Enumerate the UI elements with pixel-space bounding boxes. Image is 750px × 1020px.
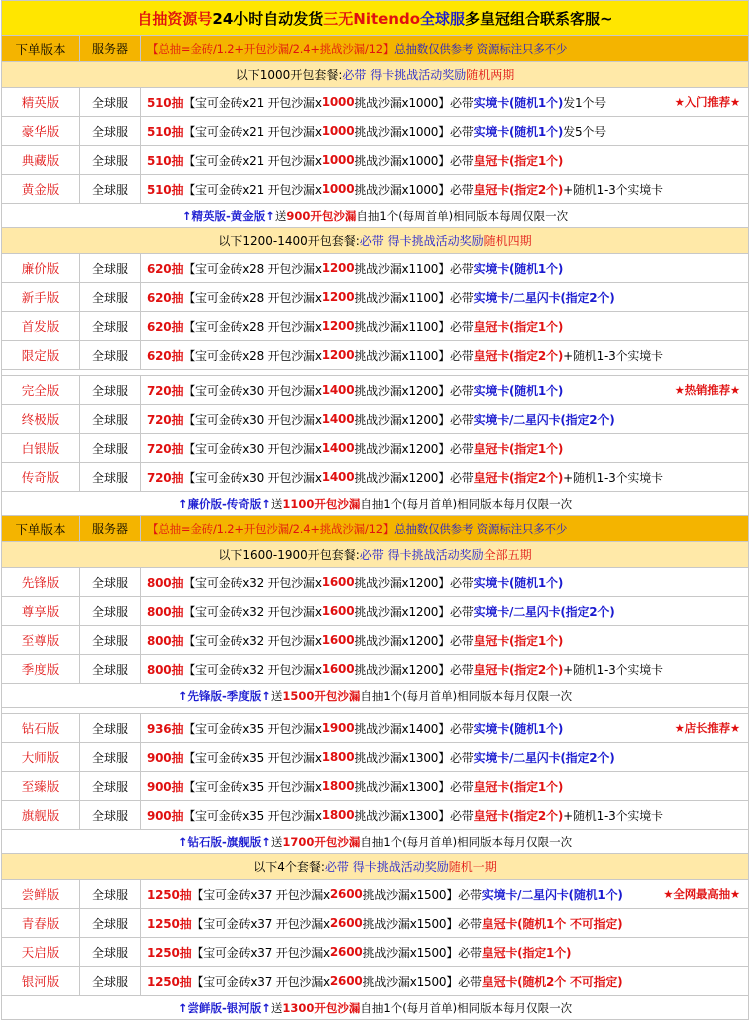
detail-card: 实境卡/二星闪卡(指定2个): [473, 604, 615, 619]
package-detail: [141, 434, 748, 462]
note-gift: 1100开包沙漏: [282, 496, 361, 511]
table-row: [1, 967, 749, 996]
detail-challenge: 挑战沙漏x1500】必带: [362, 945, 482, 960]
server-name: 全球服: [80, 568, 141, 596]
detail-card: 皇冠卡(指定2个): [473, 470, 564, 485]
pull-count: 1250抽: [147, 887, 192, 902]
note-range: ↑精英版-黄金版↑: [181, 208, 275, 223]
group-2-rows-b: [1, 376, 749, 492]
table-row: [1, 655, 749, 684]
detail-card: 皇冠卡(指定1个): [473, 319, 564, 334]
sub-label: 以下1600-1900开包套餐:: [218, 548, 360, 562]
detail-bricks: 【宝可金砖x35 开包沙漏x: [183, 808, 322, 823]
pull-count: 800抽: [147, 575, 184, 590]
server-name: 全球服: [80, 909, 141, 937]
version-name: 完全版: [2, 376, 80, 404]
detail-challenge: 挑战沙漏x1100】必带: [354, 348, 474, 363]
detail-card: 皇冠卡(指定2个): [473, 348, 564, 363]
note-send: 送: [270, 834, 283, 849]
pull-count: 620抽: [147, 319, 184, 334]
note-gift: 1500开包沙漏: [282, 688, 361, 703]
server-name: 全球服: [80, 597, 141, 625]
server-name: 全球服: [80, 714, 141, 742]
detail-hourglass: 1000: [321, 153, 355, 167]
detail-challenge: 挑战沙漏x1200】必带: [354, 441, 474, 456]
detail-extra: +随机1-3个实境卡: [563, 470, 663, 485]
table-row: [1, 880, 749, 909]
pull-count: 1250抽: [147, 945, 192, 960]
detail-card: 皇冠卡(指定1个): [481, 945, 572, 960]
detail-card: 实境卡/二星闪卡(指定2个): [473, 412, 615, 427]
detail-bricks: 【宝可金砖x21 开包沙漏x: [183, 182, 322, 197]
detail-challenge: 挑战沙漏x1200】必带: [354, 383, 474, 398]
detail-card: 皇冠卡(指定1个): [473, 441, 564, 456]
pull-count: 900抽: [147, 779, 184, 794]
detail-challenge: 挑战沙漏x1100】必带: [354, 319, 474, 334]
detail-challenge: 挑战沙漏x1300】必带: [354, 779, 474, 794]
note-send: 送: [274, 208, 287, 223]
detail-card: 皇冠卡(指定1个): [473, 153, 564, 168]
package-detail: [141, 597, 748, 625]
detail-extra: +随机1-3个实境卡: [563, 348, 663, 363]
detail-challenge: 挑战沙漏x1200】必带: [354, 662, 474, 677]
sub-label: 以下1200-1400开包套餐:: [218, 234, 360, 248]
version-name: 终极版: [2, 405, 80, 433]
table-header: [1, 36, 749, 62]
pull-count: 900抽: [147, 750, 184, 765]
version-name: 至臻版: [2, 772, 80, 800]
version-name: 豪华版: [2, 117, 80, 145]
package-detail: [141, 117, 748, 145]
detail-hourglass: 2600: [329, 916, 363, 930]
server-name: 全球服: [80, 405, 141, 433]
detail-card: 皇冠卡(指定1个): [473, 633, 564, 648]
detail-card: 实境卡/二星闪卡(指定2个): [473, 750, 615, 765]
version-name: 先锋版: [2, 568, 80, 596]
detail-extra: +随机1-3个实境卡: [563, 808, 663, 823]
detail-bricks: 【宝可金砖x30 开包沙漏x: [183, 383, 322, 398]
detail-extra: +随机1-3个实境卡: [563, 182, 663, 197]
price-sheet: [1, 0, 749, 1020]
group-1-subheader: [1, 62, 749, 88]
note-gift: 1700开包沙漏: [282, 834, 361, 849]
pull-count: 510抽: [147, 182, 184, 197]
note-rule: 自抽1个(每月首单)相同版本每月仅限一次: [360, 1000, 573, 1015]
package-detail: [141, 743, 748, 771]
version-name: 精英版: [2, 88, 80, 116]
detail-card: 皇冠卡(随机2个 不可指定): [481, 974, 623, 989]
detail-challenge: 挑战沙漏x1000】必带: [354, 153, 474, 168]
package-detail: [141, 909, 748, 937]
detail-bricks: 【宝可金砖x35 开包沙漏x: [183, 750, 322, 765]
sub-desc: 必带 得卡挑战活动奖励: [359, 548, 484, 562]
package-detail: [141, 146, 748, 174]
detail-bricks: 【宝可金砖x35 开包沙漏x: [183, 721, 322, 736]
detail-challenge: 挑战沙漏x1100】必带: [354, 261, 474, 276]
package-detail: [141, 938, 748, 966]
table-row: [1, 743, 749, 772]
detail-hourglass: 1800: [321, 808, 355, 822]
detail-card: 实境卡(随机1个): [473, 124, 564, 139]
table-row: [1, 801, 749, 830]
group-1-rows: [1, 88, 749, 204]
sub-period: 随机四期: [483, 234, 532, 248]
version-name: 典藏版: [2, 146, 80, 174]
detail-bricks: 【宝可金砖x28 开包沙漏x: [183, 290, 322, 305]
detail-card: 实境卡(随机1个): [473, 721, 564, 736]
package-detail: [141, 341, 748, 369]
detail-card: 皇冠卡(指定2个): [473, 662, 564, 677]
detail-bricks: 【宝可金砖x30 开包沙漏x: [183, 412, 322, 427]
detail-bricks: 【宝可金砖x37 开包沙漏x: [191, 974, 330, 989]
group-3-note-b: [1, 830, 749, 854]
table-header-repeat: [1, 516, 749, 542]
detail-bricks: 【宝可金砖x37 开包沙漏x: [191, 945, 330, 960]
server-name: 全球服: [80, 146, 141, 174]
group-2-rows-a: [1, 254, 749, 370]
pull-count: 720抽: [147, 412, 184, 427]
detail-challenge: 挑战沙漏x1500】必带: [362, 887, 482, 902]
table-row: [1, 568, 749, 597]
header-total: 总抽: [158, 521, 181, 536]
table-row: [1, 175, 749, 204]
package-detail: [141, 254, 748, 282]
detail-challenge: 挑战沙漏x1000】必带: [354, 124, 474, 139]
detail-challenge: 挑战沙漏x1200】必带: [354, 633, 474, 648]
detail-challenge: 挑战沙漏x1500】必带: [362, 916, 482, 931]
pull-count: 720抽: [147, 470, 184, 485]
version-name: 青春版: [2, 909, 80, 937]
package-detail: [141, 655, 748, 683]
pull-count: 800抽: [147, 662, 184, 677]
table-row: [1, 117, 749, 146]
detail-extra: +随机1-3个实境卡: [563, 662, 663, 677]
detail-challenge: 挑战沙漏x1500】必带: [362, 974, 482, 989]
detail-bricks: 【宝可金砖x30 开包沙漏x: [183, 470, 322, 485]
detail-card: 实境卡/二星闪卡(指定2个): [473, 290, 615, 305]
detail-card: 实境卡(随机1个): [473, 95, 564, 110]
pull-count: 1250抽: [147, 916, 192, 931]
detail-card: 实境卡(随机1个): [473, 383, 564, 398]
version-name: 银河版: [2, 967, 80, 995]
detail-hourglass: 1200: [321, 261, 355, 275]
note-rule: 自抽1个(每月首单)相同版本每月仅限一次: [360, 834, 573, 849]
package-detail: [141, 88, 748, 116]
server-name: 全球服: [80, 801, 141, 829]
detail-extra: 发5个号: [563, 124, 606, 139]
detail-hourglass: 2600: [329, 887, 363, 901]
group-3-subheader: [1, 542, 749, 568]
group-3-rows-a: [1, 568, 749, 684]
detail-hourglass: 1200: [321, 348, 355, 362]
table-row: [1, 597, 749, 626]
detail-hourglass: 1200: [321, 319, 355, 333]
header-formula: [141, 516, 748, 541]
header-bracket: 【: [147, 41, 159, 56]
server-name: 全球服: [80, 254, 141, 282]
detail-hourglass: 1400: [321, 441, 355, 455]
pull-count: 720抽: [147, 441, 184, 456]
version-name: 大师版: [2, 743, 80, 771]
title-part-5: 多皇冠组合联系客服~: [465, 9, 613, 28]
detail-extra: 发1个号: [563, 95, 606, 110]
note-range: ↑尝鲜版-银河版↑: [177, 1000, 271, 1015]
detail-hourglass: 1200: [321, 290, 355, 304]
detail-bricks: 【宝可金砖x37 开包沙漏x: [191, 887, 330, 902]
detail-bricks: 【宝可金砖x32 开包沙漏x: [183, 604, 322, 619]
recommend-badge: ★全网最高抽★: [663, 887, 740, 901]
group-1-note: [1, 204, 749, 228]
version-name: 尝鲜版: [2, 880, 80, 908]
detail-bricks: 【宝可金砖x32 开包沙漏x: [183, 633, 322, 648]
header-formula: [141, 36, 748, 61]
table-row: [1, 714, 749, 743]
server-name: 全球服: [80, 312, 141, 340]
server-name: 全球服: [80, 655, 141, 683]
detail-bricks: 【宝可金砖x32 开包沙漏x: [183, 575, 322, 590]
detail-hourglass: 1400: [321, 470, 355, 484]
server-name: 全球服: [80, 967, 141, 995]
group-4-rows: [1, 880, 749, 996]
server-name: 全球服: [80, 117, 141, 145]
table-row: [1, 88, 749, 117]
sub-desc: 必带 得卡挑战活动奖励: [342, 68, 467, 82]
note-send: 送: [270, 1000, 283, 1015]
detail-card: 实境卡(随机1个): [473, 261, 564, 276]
pull-count: 620抽: [147, 290, 184, 305]
sub-desc: 必带 得卡挑战活动奖励: [324, 860, 449, 874]
detail-card: 皇冠卡(指定2个): [473, 182, 564, 197]
pull-count: 620抽: [147, 348, 184, 363]
detail-hourglass: 1400: [321, 412, 355, 426]
note-gift: 900开包沙漏: [286, 208, 357, 223]
pull-count: 800抽: [147, 604, 184, 619]
version-name: 尊享版: [2, 597, 80, 625]
header-equation: =金砖/1.2+开包沙漏/2.4+挑战沙漏/12】: [180, 41, 395, 56]
sub-period: 全部五期: [483, 548, 532, 562]
detail-card: 实境卡(随机1个): [473, 575, 564, 590]
server-name: 全球服: [80, 88, 141, 116]
table-row: [1, 434, 749, 463]
package-detail: [141, 463, 748, 491]
header-server: 服务器: [80, 36, 141, 61]
table-row: [1, 341, 749, 370]
pull-count: 510抽: [147, 124, 184, 139]
detail-challenge: 挑战沙漏x1300】必带: [354, 808, 474, 823]
header-bracket: 【: [147, 521, 159, 536]
detail-hourglass: 1600: [321, 604, 355, 618]
detail-hourglass: 1600: [321, 575, 355, 589]
detail-card: 皇冠卡(指定1个): [473, 779, 564, 794]
recommend-badge: ★店长推荐★: [674, 721, 740, 735]
note-range: ↑先锋版-季度版↑: [177, 688, 271, 703]
detail-bricks: 【宝可金砖x28 开包沙漏x: [183, 261, 322, 276]
package-detail: [141, 772, 748, 800]
pull-count: 936抽: [147, 721, 184, 736]
header-server: 服务器: [80, 516, 141, 541]
server-name: 全球服: [80, 341, 141, 369]
table-row: [1, 909, 749, 938]
table-row: [1, 254, 749, 283]
detail-bricks: 【宝可金砖x21 开包沙漏x: [183, 95, 322, 110]
table-row: [1, 938, 749, 967]
detail-challenge: 挑战沙漏x1200】必带: [354, 604, 474, 619]
detail-hourglass: 1800: [321, 750, 355, 764]
detail-card: 皇冠卡(指定2个): [473, 808, 564, 823]
detail-bricks: 【宝可金砖x37 开包沙漏x: [191, 916, 330, 931]
version-name: 至尊版: [2, 626, 80, 654]
detail-challenge: 挑战沙漏x1200】必带: [354, 412, 474, 427]
server-name: 全球服: [80, 880, 141, 908]
detail-challenge: 挑战沙漏x1000】必带: [354, 95, 474, 110]
detail-card: 皇冠卡(随机1个 不可指定): [481, 916, 623, 931]
header-equation: =金砖/1.2+开包沙漏/2.4+挑战沙漏/12】: [180, 521, 395, 536]
note-send: 送: [270, 496, 283, 511]
title-part-2: 24小时自动发货: [212, 9, 324, 28]
detail-challenge: 挑战沙漏x1400】必带: [354, 721, 474, 736]
version-name: 天启版: [2, 938, 80, 966]
server-name: 全球服: [80, 434, 141, 462]
detail-hourglass: 1000: [321, 124, 355, 138]
pull-count: 510抽: [147, 95, 184, 110]
pull-count: 720抽: [147, 383, 184, 398]
note-rule: 自抽1个(每周首单)相同版本每周仅限一次: [356, 208, 569, 223]
detail-hourglass: 1000: [321, 95, 355, 109]
detail-challenge: 挑战沙漏x1200】必带: [354, 470, 474, 485]
table-row: [1, 146, 749, 175]
detail-hourglass: 2600: [329, 974, 363, 988]
group-4-note: [1, 996, 749, 1020]
version-name: 白银版: [2, 434, 80, 462]
table-row: [1, 312, 749, 341]
sub-desc: 必带 得卡挑战活动奖励: [359, 234, 484, 248]
detail-hourglass: 1600: [321, 662, 355, 676]
version-name: 传奇版: [2, 463, 80, 491]
server-name: 全球服: [80, 376, 141, 404]
detail-card: 实境卡/二星闪卡(随机1个): [481, 887, 623, 902]
sub-label: 以下4个套餐:: [253, 860, 325, 874]
detail-challenge: 挑战沙漏x1200】必带: [354, 575, 474, 590]
header-total: 总抽: [158, 41, 181, 56]
table-row: [1, 405, 749, 434]
detail-bricks: 【宝可金砖x30 开包沙漏x: [183, 441, 322, 456]
detail-hourglass: 1800: [321, 779, 355, 793]
version-name: 限定版: [2, 341, 80, 369]
detail-challenge: 挑战沙漏x1100】必带: [354, 290, 474, 305]
package-detail: [141, 880, 748, 908]
detail-hourglass: 1600: [321, 633, 355, 647]
server-name: 全球服: [80, 463, 141, 491]
group-3-note-a: [1, 684, 749, 708]
detail-bricks: 【宝可金砖x32 开包沙漏x: [183, 662, 322, 677]
version-name: 廉价版: [2, 254, 80, 282]
header-remark: 总抽数仅供参考 资源标注只多不少: [394, 41, 568, 56]
title-part-4: 全球服: [420, 9, 466, 28]
title-part-1: 自抽资源号: [137, 9, 213, 28]
server-name: 全球服: [80, 938, 141, 966]
header-version: 下单版本: [2, 36, 80, 61]
pull-count: 620抽: [147, 261, 184, 276]
header-remark: 总抽数仅供参考 资源标注只多不少: [394, 521, 568, 536]
recommend-badge: ★热销推荐★: [674, 383, 740, 397]
version-name: 旗舰版: [2, 801, 80, 829]
package-detail: [141, 568, 748, 596]
version-name: 钻石版: [2, 714, 80, 742]
detail-bricks: 【宝可金砖x28 开包沙漏x: [183, 348, 322, 363]
pull-count: 800抽: [147, 633, 184, 648]
table-row: [1, 283, 749, 312]
detail-hourglass: 1400: [321, 383, 355, 397]
header-version: 下单版本: [2, 516, 80, 541]
note-range: ↑廉价版-传奇版↑: [177, 496, 271, 511]
sub-period: 随机一期: [448, 860, 497, 874]
table-row: [1, 772, 749, 801]
package-detail: [141, 967, 748, 995]
detail-bricks: 【宝可金砖x21 开包沙漏x: [183, 153, 322, 168]
package-detail: [141, 312, 748, 340]
group-4-subheader: [1, 854, 749, 880]
detail-bricks: 【宝可金砖x21 开包沙漏x: [183, 124, 322, 139]
pull-count: 900抽: [147, 808, 184, 823]
server-name: 全球服: [80, 772, 141, 800]
version-name: 首发版: [2, 312, 80, 340]
pull-count: 1250抽: [147, 974, 192, 989]
note-range: ↑钻石版-旗舰版↑: [177, 834, 271, 849]
version-name: 季度版: [2, 655, 80, 683]
note-gift: 1300开包沙漏: [282, 1000, 361, 1015]
note-send: 送: [270, 688, 283, 703]
table-row: [1, 376, 749, 405]
version-name: 黄金版: [2, 175, 80, 203]
table-row: [1, 463, 749, 492]
detail-bricks: 【宝可金砖x35 开包沙漏x: [183, 779, 322, 794]
detail-challenge: 挑战沙漏x1300】必带: [354, 750, 474, 765]
detail-challenge: 挑战沙漏x1000】必带: [354, 182, 474, 197]
server-name: 全球服: [80, 175, 141, 203]
group-3-rows-b: [1, 714, 749, 830]
package-detail: [141, 801, 748, 829]
package-detail: [141, 376, 748, 404]
group-2-subheader: [1, 228, 749, 254]
detail-hourglass: 2600: [329, 945, 363, 959]
version-name: 新手版: [2, 283, 80, 311]
server-name: 全球服: [80, 283, 141, 311]
server-name: 全球服: [80, 743, 141, 771]
note-rule: 自抽1个(每月首单)相同版本每月仅限一次: [360, 688, 573, 703]
server-name: 全球服: [80, 626, 141, 654]
package-detail: [141, 714, 748, 742]
recommend-badge: ★入门推荐★: [674, 95, 740, 109]
group-2-note: [1, 492, 749, 516]
package-detail: [141, 405, 748, 433]
sub-period: 随机两期: [466, 68, 515, 82]
sheet-title: [1, 0, 749, 36]
sub-label: 以下1000开包套餐:: [235, 68, 343, 82]
table-row: [1, 626, 749, 655]
detail-hourglass: 1900: [321, 721, 355, 735]
detail-hourglass: 1000: [321, 182, 355, 196]
title-part-3: 三无Nitendo: [323, 9, 421, 28]
note-rule: 自抽1个(每月首单)相同版本每月仅限一次: [360, 496, 573, 511]
package-detail: [141, 283, 748, 311]
pull-count: 510抽: [147, 153, 184, 168]
detail-bricks: 【宝可金砖x28 开包沙漏x: [183, 319, 322, 334]
package-detail: [141, 626, 748, 654]
package-detail: [141, 175, 748, 203]
